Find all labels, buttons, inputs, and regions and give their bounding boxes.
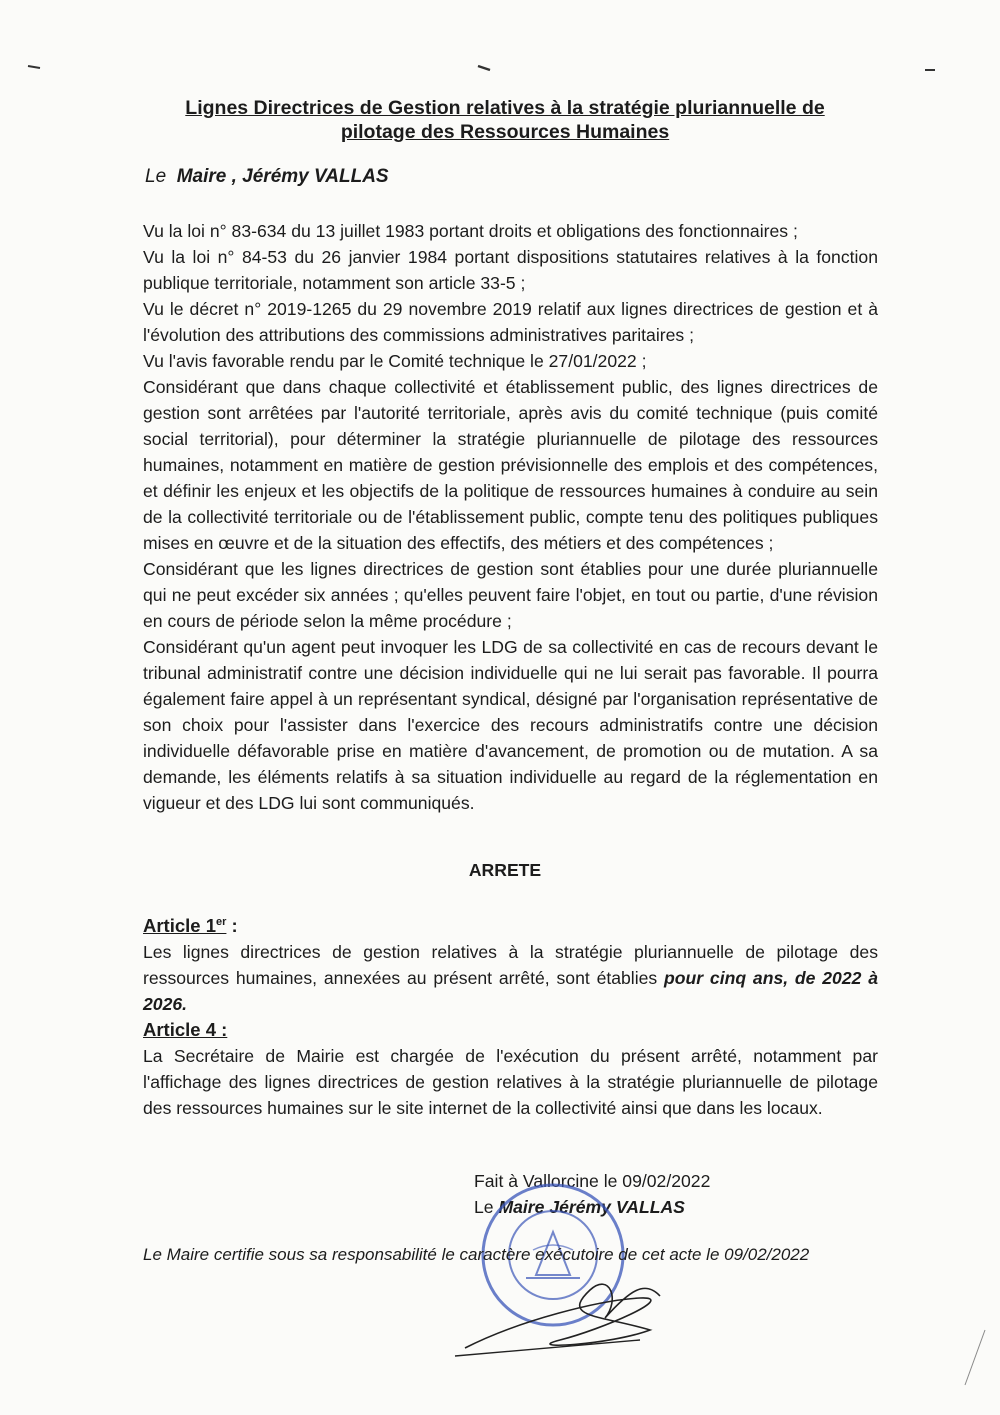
article-1-text: Les lignes directrices de gestion relatives à la stratégie pluriannuelle de pilotage des ressources humaines, annexées au présent arrêté, sont établies pour cinq ans, de 2022 à 2026. (143, 942, 879, 1015)
consideration-2: Vu la loi n° 84-53 du 26 janvier 1984 portant dispositions statutaires relatives à la fonction publique territoriale, notamment son article 33-5 ; (143, 247, 878, 293)
signature-name: Maire Jérémy VALLAS (498, 1197, 685, 1217)
certification-note: Le Maire certifie sous sa responsabilité le caractère exécutoire de cet acte le 09/02/2022 (143, 1245, 810, 1264)
signature-prefix: Le (474, 1197, 494, 1217)
title-line-2: pilotage des Ressources Humaines (340, 121, 670, 143)
consideration-5: Considérant que dans chaque collectivité et établissement public, des lignes directrices de gestion sont arrêtées par l'autorité territoriale, après avis du comité technique (puis comité social territorial), pour déterminer la stratégie pluriannuelle de pilotage des ressources humaines, notamment en matière de gestion prévisionnelle des emplois et des compétences, et définir les enjeux et les objectifs de la politique de ressources humaines à conduire au sein de la collectivité territoriale ou de l'établissement public, compte tenu des politiques publiques mises en œuvre et de la situation des effectifs, des métiers et des compétences ; (143, 377, 878, 553)
consideration-7: Considérant qu'un agent peut invoquer les LDG de sa collectivité en cas de recours devant le tribunal administratif contre une décision individuelle qui ne lui serait pas favorable. Il pourra également faire appel à un représentant syndical, désigné par l'organisation représentative de son choix pour l'assister dans l'exercice des recours administratifs contre une décision individuelle défavorable prise en matière d'avancement, de promotion ou de mutation. A sa demande, les éléments relatifs à sa situation individuelle au regard de la réglementation en vigueur et des LDG lui sont communiqués. (143, 637, 878, 813)
consideration-4: Vu l'avis favorable rendu par le Comité technique le 27/01/2022 ; (143, 351, 647, 371)
mayor-name: Maire , Jérémy VALLAS (176, 166, 389, 187)
signature-place-date: Fait à Vallorcine le 09/02/2022 (474, 1171, 711, 1191)
article-1-emphasis: pour cinq ans, de 2022 à 2026. (143, 968, 879, 1015)
consideration-1: Vu la loi n° 83-634 du 13 juillet 1983 portant droits et obligations des fonctionnaires ; (143, 221, 798, 241)
consideration-6: Considérant que les lignes directrices de gestion sont établies pour une durée pluriannuelle qui ne peut excéder six années ; qu'elles peuvent faire l'objet, en tout ou partie, d'une révision en cours de période selon la même procédure ; (143, 559, 878, 631)
article-1-heading: Article 1er : (143, 915, 238, 937)
decision-heading: ARRETE (468, 860, 542, 880)
article-4-text: La Secrétaire de Mairie est chargée de l'exécution du présent arrêté, notamment par l'affichage des lignes directrices de gestion relatives à la stratégie pluriannuelle de pilotage des ressources humaines sur le site internet de la collectivité ainsi que dans les locaux. (143, 1046, 878, 1119)
title-line-1: Lignes Directrices de Gestion relatives à la stratégie pluriannuelle de (185, 97, 825, 119)
consideration-3: Vu le décret n° 2019-1265 du 29 novembre 2019 relatif aux lignes directrices de gestion et à l'évolution des attributions des commissions administratives paritaires ; (143, 299, 878, 345)
mayor-prefix: Le (145, 166, 167, 187)
article-4-heading: Article 4 : (143, 1019, 228, 1041)
